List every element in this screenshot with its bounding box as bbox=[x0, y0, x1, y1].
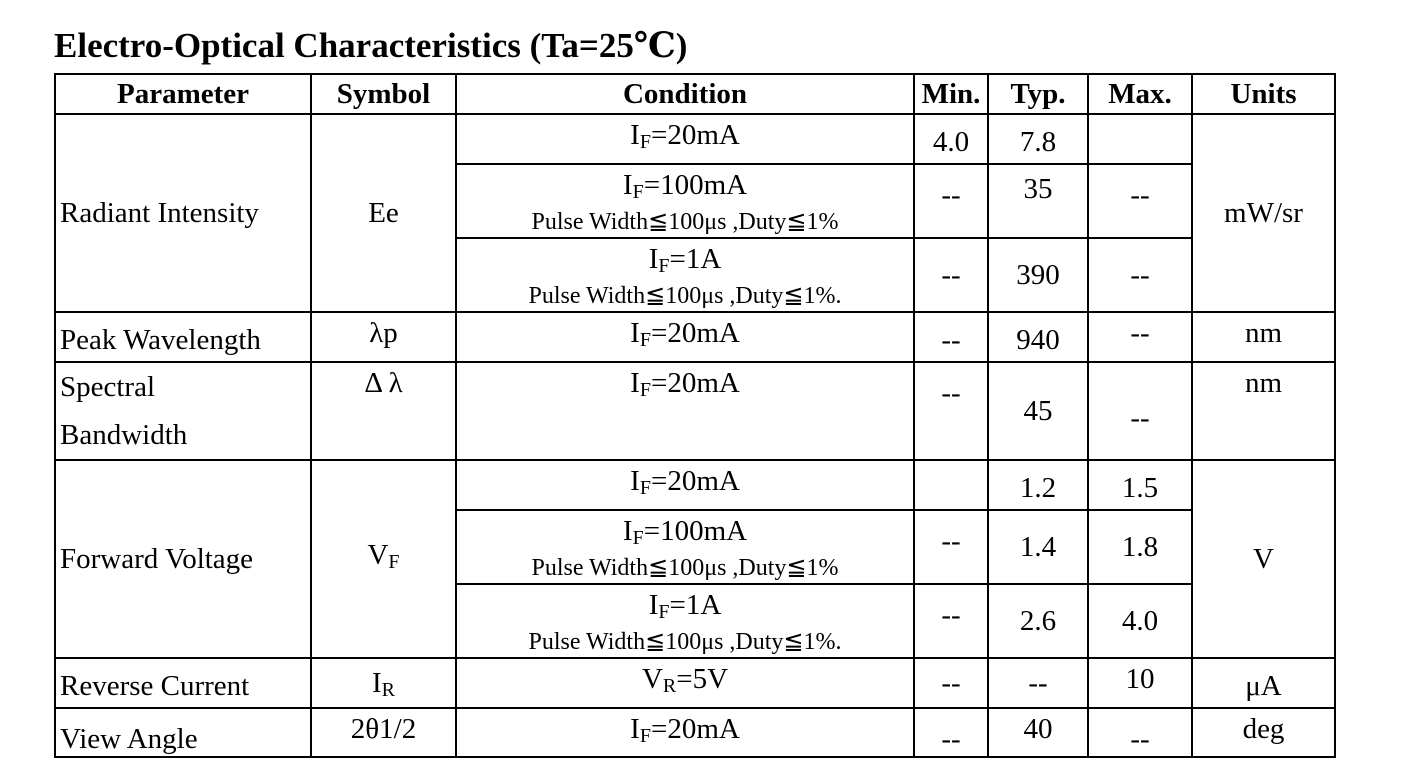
max-cell: 4.0 bbox=[1088, 584, 1192, 658]
symbol-spectral-bandwidth: Δ λ bbox=[311, 362, 456, 460]
max-cell: 10 bbox=[1088, 658, 1192, 708]
table-row bbox=[55, 708, 1335, 757]
units-cell: nm bbox=[1192, 362, 1335, 460]
page-title: Electro-Optical Characteristics (Ta=25℃) bbox=[54, 26, 688, 65]
table-row bbox=[55, 658, 1335, 708]
header-parameter: Parameter bbox=[55, 74, 311, 114]
min-cell: -- bbox=[914, 238, 988, 312]
param-view-angle: View Angle bbox=[55, 708, 311, 757]
max-cell: -- bbox=[1088, 312, 1192, 362]
min-cell: -- bbox=[914, 164, 988, 238]
param-spectral-bandwidth: Spectral Bandwidth bbox=[55, 362, 311, 460]
condition-cell: $I_F=1A$ Pulse Width≦100μs ,Duty≦1%. bbox=[456, 238, 914, 312]
header-condition: Condition bbox=[456, 74, 914, 114]
table-row bbox=[55, 460, 1335, 510]
condition-cell: $I_F=100mA$ Pulse Width≦100μs ,Duty≦1% bbox=[456, 510, 914, 584]
symbol-radiant-intensity: Ee bbox=[311, 114, 456, 312]
typ-cell: 45 bbox=[988, 362, 1088, 460]
condition-cell: $I_F=1A$ Pulse Width≦100μs ,Duty≦1%. bbox=[456, 584, 914, 658]
max-cell: -- bbox=[1088, 238, 1192, 312]
typ-cell: 1.4 bbox=[988, 510, 1088, 584]
symbol-forward-voltage: $V_F$ bbox=[311, 460, 456, 658]
min-cell: -- bbox=[914, 362, 988, 460]
max-cell: -- bbox=[1088, 362, 1192, 460]
min-cell bbox=[914, 460, 988, 510]
symbol-view-angle: 2θ1/2 bbox=[311, 708, 456, 757]
table-row bbox=[55, 312, 1335, 362]
condition-cell: $I_F=20mA$ bbox=[456, 362, 914, 460]
min-cell: -- bbox=[914, 708, 988, 757]
min-cell: -- bbox=[914, 510, 988, 584]
units-radiant-intensity: mW/sr bbox=[1192, 114, 1335, 312]
condition-cell: $I_F=20mA$ bbox=[456, 708, 914, 757]
units-cell: deg bbox=[1192, 708, 1335, 757]
symbol-peak-wavelength: λp bbox=[311, 312, 456, 362]
condition-cell: $I_F=20mA$ bbox=[456, 460, 914, 510]
header-min: Min. bbox=[914, 74, 988, 114]
max-cell: -- bbox=[1088, 708, 1192, 757]
max-cell: -- bbox=[1088, 164, 1192, 238]
units-cell: μA bbox=[1192, 658, 1335, 708]
typ-cell: 940 bbox=[988, 312, 1088, 362]
typ-cell: 390 bbox=[988, 238, 1088, 312]
condition-cell: $I_F=20mA$ bbox=[456, 312, 914, 362]
max-cell: 1.5 bbox=[1088, 460, 1192, 510]
typ-cell: 40 bbox=[988, 708, 1088, 757]
symbol-reverse-current: $I_R$ bbox=[311, 658, 456, 708]
units-cell: nm bbox=[1192, 312, 1335, 362]
param-peak-wavelength: Peak Wavelength bbox=[55, 312, 311, 362]
condition-cell: $V_R=5V$ bbox=[456, 658, 914, 708]
param-reverse-current: Reverse Current bbox=[55, 658, 311, 708]
table-row bbox=[55, 114, 1335, 164]
min-cell: -- bbox=[914, 658, 988, 708]
param-forward-voltage: Forward Voltage bbox=[55, 460, 311, 658]
typ-cell: -- bbox=[988, 658, 1088, 708]
condition-cell: $I_F=20mA$ bbox=[456, 114, 914, 164]
typ-cell: 1.2 bbox=[988, 460, 1088, 510]
min-cell: -- bbox=[914, 584, 988, 658]
table-row bbox=[55, 362, 1335, 460]
units-forward-voltage: V bbox=[1192, 460, 1335, 658]
header-max: Max. bbox=[1088, 74, 1192, 114]
max-cell: 1.8 bbox=[1088, 510, 1192, 584]
param-radiant-intensity: Radiant Intensity bbox=[55, 114, 311, 312]
typ-cell: 2.6 bbox=[988, 584, 1088, 658]
header-typ: Typ. bbox=[988, 74, 1088, 114]
typ-cell: 35 bbox=[988, 164, 1088, 238]
min-cell: -- bbox=[914, 312, 988, 362]
header-symbol: Symbol bbox=[311, 74, 456, 114]
electro-optical-table bbox=[54, 73, 1336, 758]
header-row bbox=[55, 74, 1335, 114]
condition-cell: $I_F=100mA$ Pulse Width≦100μs ,Duty≦1% bbox=[456, 164, 914, 238]
header-units: Units bbox=[1192, 74, 1335, 114]
min-cell: 4.0 bbox=[914, 114, 988, 164]
max-cell bbox=[1088, 114, 1192, 164]
typ-cell: 7.8 bbox=[988, 114, 1088, 164]
